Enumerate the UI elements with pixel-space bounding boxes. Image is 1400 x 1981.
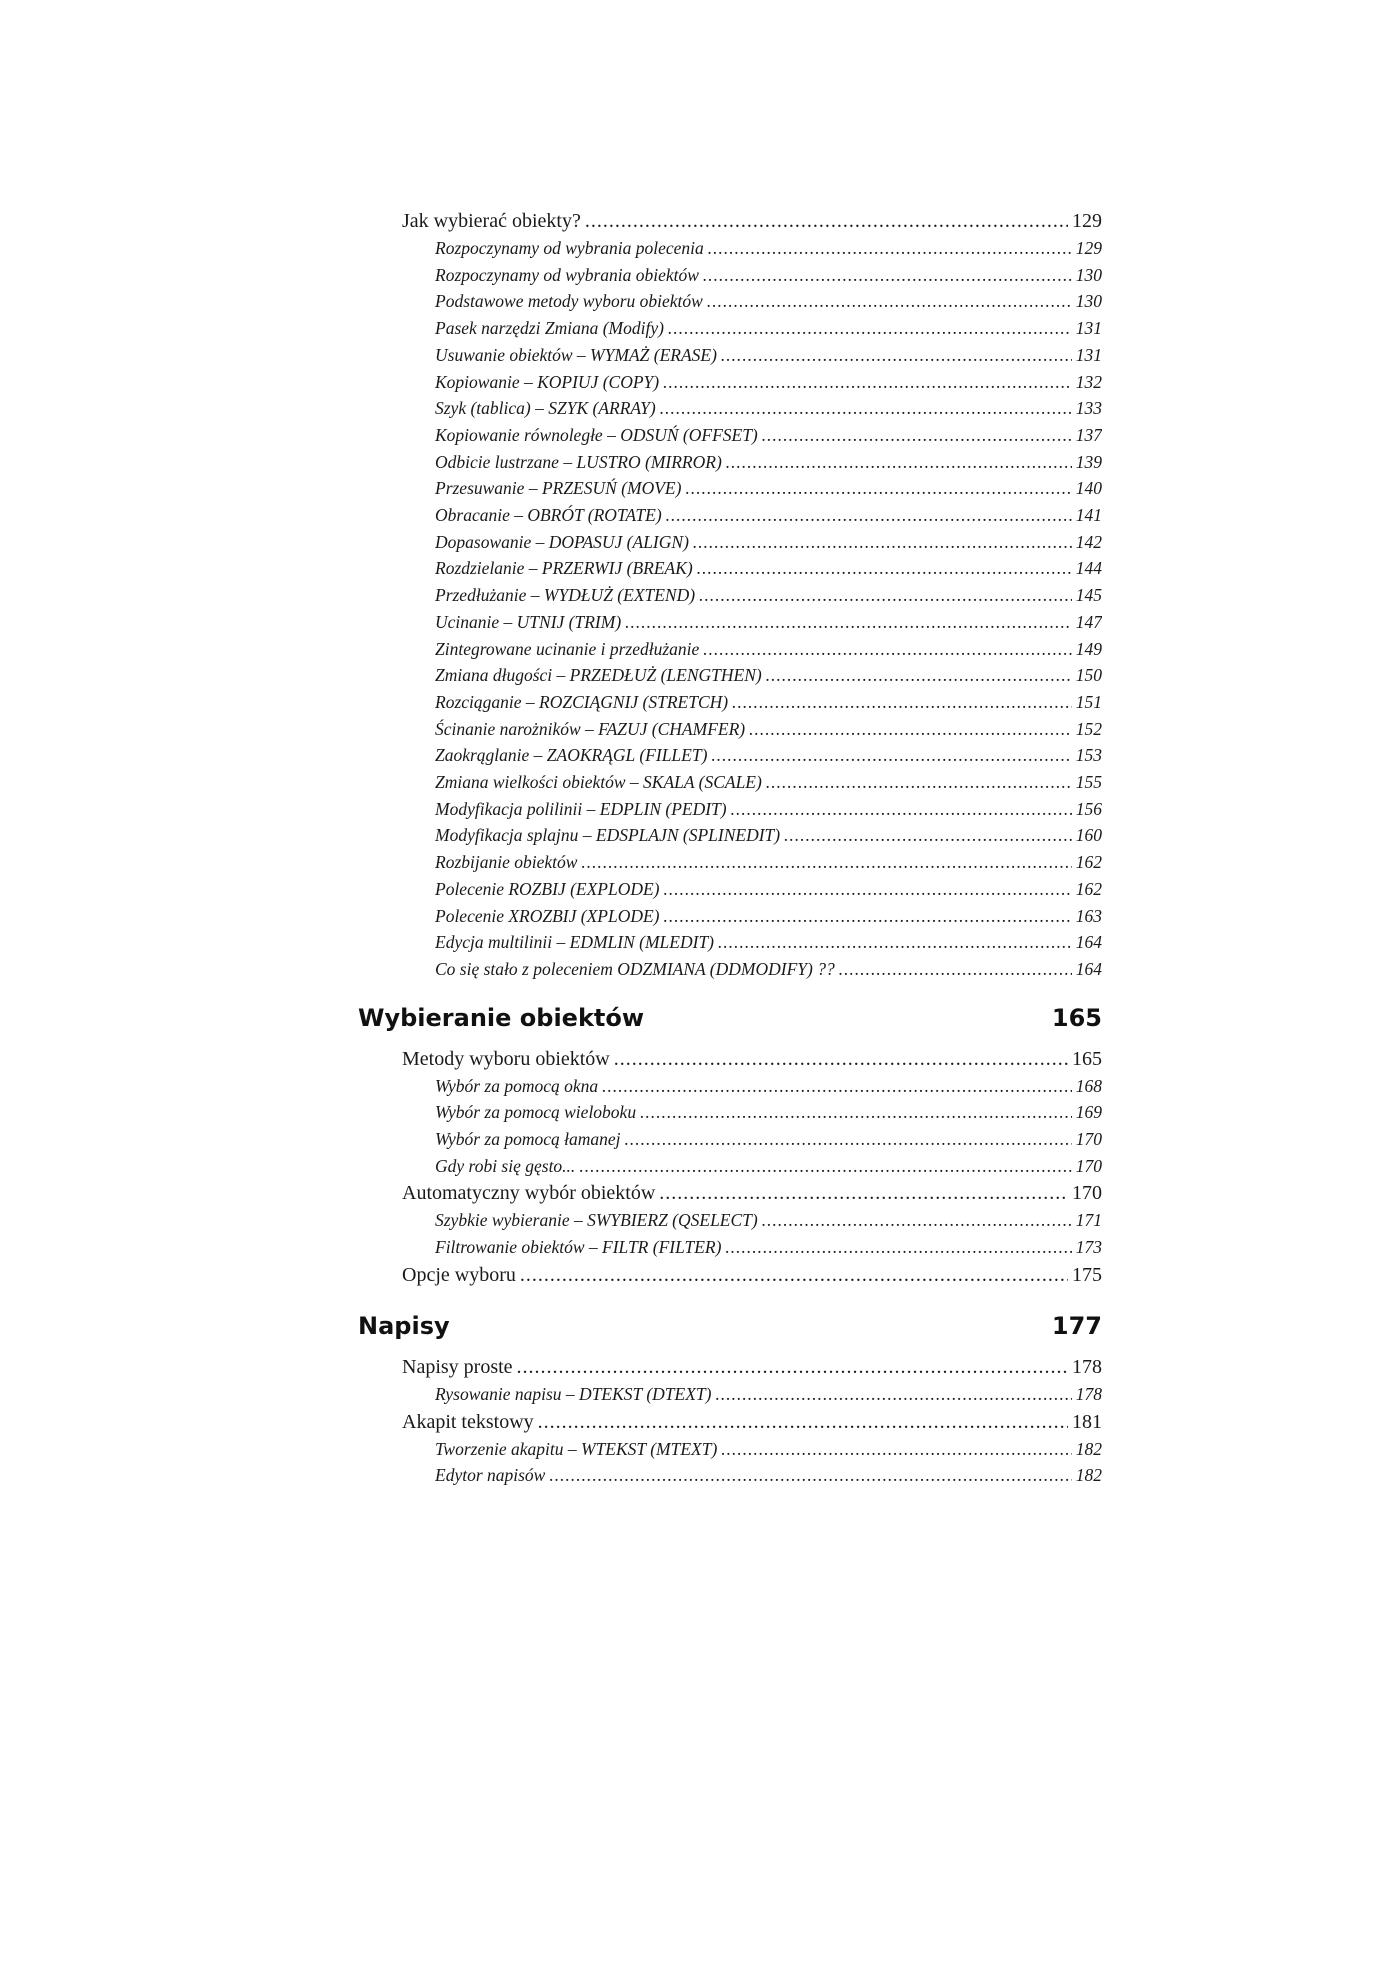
toc-entry-title: Rozdzielanie – PRZERWIJ (BREAK) [435,558,693,579]
toc-entry-title: Kopiowanie – KOPIUJ (COPY) [435,371,660,392]
toc-entry-sub [435,238,1102,259]
toc-entry-page: 151 [1075,691,1102,712]
toc-entry-title: Kopiowanie równoległe – ODSUŃ (OFFSET) [435,424,758,445]
dot-leader [703,265,1072,286]
toc-entry-sub [435,1384,1102,1405]
toc-entry-title: Napisy proste [402,1355,513,1378]
dot-leader [664,879,1072,900]
toc-entry-title: Wybór za pomocą łamanej [435,1129,621,1149]
section-heading [358,1312,1102,1340]
toc-entry-page: 140 [1075,478,1102,499]
toc-entry-page: 129 [1075,238,1102,258]
dot-leader [711,745,1071,766]
toc-entry-sub [435,478,1102,499]
toc-entry-page: 175 [1072,1263,1102,1286]
toc-entry-title: Filtrowanie obiektów – FILTR (FILTER) [435,1237,722,1258]
toc-entry-sub [435,719,1102,740]
toc-entry-sub [435,852,1102,873]
toc-entry-page: 150 [1075,665,1102,686]
toc-entry-main [402,1356,1102,1379]
toc-entry-sub [435,665,1102,686]
toc-entry-title: Wybór za pomocą okna [435,1075,599,1096]
toc-entry-page: 169 [1075,1102,1102,1123]
toc-entry-page: 170 [1075,1129,1102,1149]
dot-leader [699,585,1072,606]
toc-entry-page: 139 [1075,451,1102,472]
toc-entry-title: Zmiana długości – PRZEDŁUŻ (LENGTHEN) [435,665,762,686]
dot-leader [715,1384,1071,1405]
toc-entry-sub [435,265,1102,286]
toc-entry-page: 147 [1075,611,1102,632]
dot-leader [732,692,1072,713]
toc-entry-sub [435,612,1102,633]
toc-entry-sub [435,1465,1102,1486]
toc-entry-sub [435,291,1102,312]
toc-entry-title: Ścinanie narożników – FAZUJ (CHAMFER) [435,718,746,739]
toc-entry-title: Automatyczny wybór obiektów [402,1182,656,1205]
dot-leader [668,318,1072,339]
dot-leader [839,959,1072,980]
toc-entry-page: 149 [1075,638,1102,659]
dot-leader [707,291,1072,312]
toc-entry-page: 170 [1072,1182,1102,1205]
dot-leader [703,639,1071,660]
toc-entry-main [402,1264,1102,1287]
toc-entry-page: 131 [1075,344,1102,365]
section-heading-page: 177 [1051,1311,1102,1340]
dot-leader [625,612,1072,633]
dot-leader [538,1411,1068,1434]
toc-entry-title: Rozpoczynamy od wybrania obiektów [435,264,699,285]
dot-leader [640,1102,1072,1123]
toc-entry-sub [435,959,1102,980]
dot-leader [579,1156,1071,1177]
dot-leader [721,345,1072,366]
dot-leader [602,1076,1072,1097]
toc-entry-title: Jak wybierać obiekty? [402,210,581,232]
dot-leader [725,1237,1071,1258]
toc-entry-title: Tworzenie akapitu – WTEKST (MTEXT) [435,1438,718,1459]
toc-entry-title: Edycja multilinii – EDMLIN (MLEDIT) [435,932,715,953]
dot-leader [581,852,1071,873]
toc-entry-page: 152 [1075,718,1102,739]
toc-entry-title: Akapit tekstowy [402,1410,534,1433]
toc-entry-title: Pasek narzędzi Zmiana (Modify) [435,318,664,339]
dot-leader [549,1465,1071,1486]
toc-entry-sub [435,505,1102,526]
section-heading-title: Napisy [358,1311,450,1340]
toc-entry-page: 141 [1075,505,1102,525]
toc-entry-page: 130 [1075,291,1102,312]
toc-entry-page: 178 [1075,1383,1102,1404]
toc-entry-page: 163 [1075,905,1102,926]
toc-entry-sub [435,452,1102,473]
dot-leader [784,825,1072,846]
toc-entry-title: Zintegrowane ucinanie i przedłużanie [435,638,700,659]
toc-entry-title: Modyfikacja splajnu – EDSPLAJN (SPLINEDIT) [435,825,781,846]
section-heading [358,1004,1102,1032]
section-heading-page: 165 [1051,1003,1102,1032]
toc-entry-sub [435,1129,1102,1150]
toc-entry-sub [435,1439,1102,1460]
toc-entry-page: 170 [1075,1155,1102,1176]
dot-leader [614,1048,1068,1071]
dot-leader [762,425,1072,446]
toc-entry-title: Zaokrąglanie – ZAOKRĄGL (FILLET) [435,745,708,766]
toc-entry-sub [435,532,1102,553]
toc-entry-page: 153 [1075,745,1102,766]
toc-entry-title: Rozciąganie – ROZCIĄGNIJ (STRETCH) [435,691,729,712]
dot-leader [766,772,1072,793]
toc-entry-page: 164 [1075,958,1102,979]
toc-entry-sub [435,799,1102,820]
dot-leader [585,210,1068,233]
toc-entry-main [402,210,1102,233]
toc-entry-title: Obracanie – OBRÓT (ROTATE) [435,505,662,525]
toc-entry-page: 130 [1075,264,1102,285]
toc-entry-sub [435,906,1102,927]
toc-entry-title: Modyfikacja polilinii – EDPLIN (PEDIT) [435,798,727,819]
toc-entry-page: 173 [1075,1237,1102,1258]
toc-entry-page: 164 [1075,932,1102,953]
toc-entry-page: 182 [1075,1465,1102,1486]
dot-leader [721,1439,1071,1460]
toc-entry-title: Opcje wyboru [402,1263,516,1286]
toc-entry-title: Metody wyboru obiektów [402,1047,610,1070]
toc-entry-page: 171 [1075,1210,1102,1231]
dot-leader [693,532,1072,553]
toc-entry-title: Usuwanie obiektów – WYMAŻ (ERASE) [435,344,717,365]
toc-entry-main [402,1048,1102,1071]
toc-entry-sub [435,879,1102,900]
toc-entry-sub [435,1237,1102,1258]
toc-entry-page: 129 [1072,210,1102,232]
toc-entry-sub [435,932,1102,953]
toc-entry-sub [435,1076,1102,1097]
dot-leader [660,398,1072,419]
toc-entry-title: Co się stało z poleceniem ODZMIANA (DDMODIFY) ?? [435,958,835,979]
toc-entry-title: Szybkie wybieranie – SWYBIERZ (QSELECT) [435,1210,758,1231]
toc-entry-title: Odbicie lustrzane – LUSTRO (MIRROR) [435,451,722,472]
toc-entry-title: Edytor napisów [435,1465,546,1486]
toc-entry-title: Gdy robi się gęsto... [435,1155,576,1176]
toc-entry-sub [435,1210,1102,1231]
toc-entry-sub [435,772,1102,793]
toc-entry-title: Wybór za pomocą wieloboku [435,1102,637,1123]
dot-leader [520,1264,1068,1287]
toc-entry-page: 165 [1072,1047,1102,1070]
toc-entry-sub [435,745,1102,766]
toc-entry-title: Polecenie XROZBIJ (XPLODE) [435,905,660,926]
toc-entry-page: 131 [1075,318,1102,339]
toc-entry-sub [435,318,1102,339]
toc-entry-sub [435,825,1102,846]
dot-leader [517,1356,1068,1379]
toc-entry-main [402,1182,1102,1205]
toc-entry-title: Rysowanie napisu – DTEKST (DTEXT) [435,1383,712,1404]
toc-entry-page: 182 [1075,1438,1102,1459]
dot-leader [685,478,1071,499]
toc-entry-sub [435,425,1102,446]
toc-entry-page: 160 [1075,825,1102,846]
toc-entry-page: 178 [1072,1355,1102,1378]
dot-leader [625,1129,1072,1150]
toc-entry-page: 156 [1075,798,1102,819]
toc-entry-page: 142 [1075,531,1102,552]
toc-entry-sub [435,1156,1102,1177]
toc-entry-sub [435,345,1102,366]
dot-leader [663,372,1072,393]
toc-entry-title: Rozbijanie obiektów [435,852,578,873]
toc-entry-page: 145 [1075,585,1102,606]
toc-entry-title: Ucinanie – UTNIJ (TRIM) [435,611,622,632]
toc-entry-page: 168 [1075,1075,1102,1096]
toc-entry-sub [435,639,1102,660]
toc-entry-sub [435,372,1102,393]
toc-entry-title: Dopasowanie – DOPASUJ (ALIGN) [435,531,689,552]
toc-entry-page: 155 [1075,772,1102,792]
dot-leader [708,238,1072,259]
toc-entry-sub [435,558,1102,579]
toc-entry-title: Polecenie ROZBIJ (EXPLODE) [435,878,660,899]
toc-entry-title: Zmiana wielkości obiektów – SKALA (SCALE) [435,772,762,792]
toc-entry-page: 162 [1075,852,1102,873]
dot-leader [749,719,1072,740]
toc-entry-page: 144 [1075,558,1102,579]
dot-leader [697,558,1072,579]
toc-entry-sub [435,398,1102,419]
toc-entry-title: Rozpoczynamy od wybrania polecenia [435,238,704,258]
dot-leader [766,665,1072,686]
toc-entry-page: 133 [1075,398,1102,419]
section-heading-title: Wybieranie obiektów [358,1003,645,1032]
toc-entry-page: 181 [1072,1410,1102,1433]
toc-entry-page: 162 [1075,878,1102,899]
toc-entry-title: Szyk (tablica) – SZYK (ARRAY) [435,398,656,419]
dot-leader [659,1182,1068,1205]
dot-leader [666,505,1072,526]
dot-leader [731,799,1072,820]
toc-entry-sub [435,1102,1102,1123]
toc-entry-main [402,1411,1102,1434]
toc-entry-title: Podstawowe metody wyboru obiektów [435,291,703,312]
toc-entry-page: 137 [1075,424,1102,445]
toc-entry-sub [435,585,1102,606]
toc-entry-title: Przedłużanie – WYDŁUŻ (EXTEND) [435,585,696,606]
toc-entry-page: 132 [1075,371,1102,392]
dot-leader [664,906,1072,927]
dot-leader [726,452,1072,473]
toc-entry-title: Przesuwanie – PRZESUŃ (MOVE) [435,478,682,499]
dot-leader [762,1210,1072,1231]
dot-leader [718,932,1072,953]
toc-entry-sub [435,692,1102,713]
